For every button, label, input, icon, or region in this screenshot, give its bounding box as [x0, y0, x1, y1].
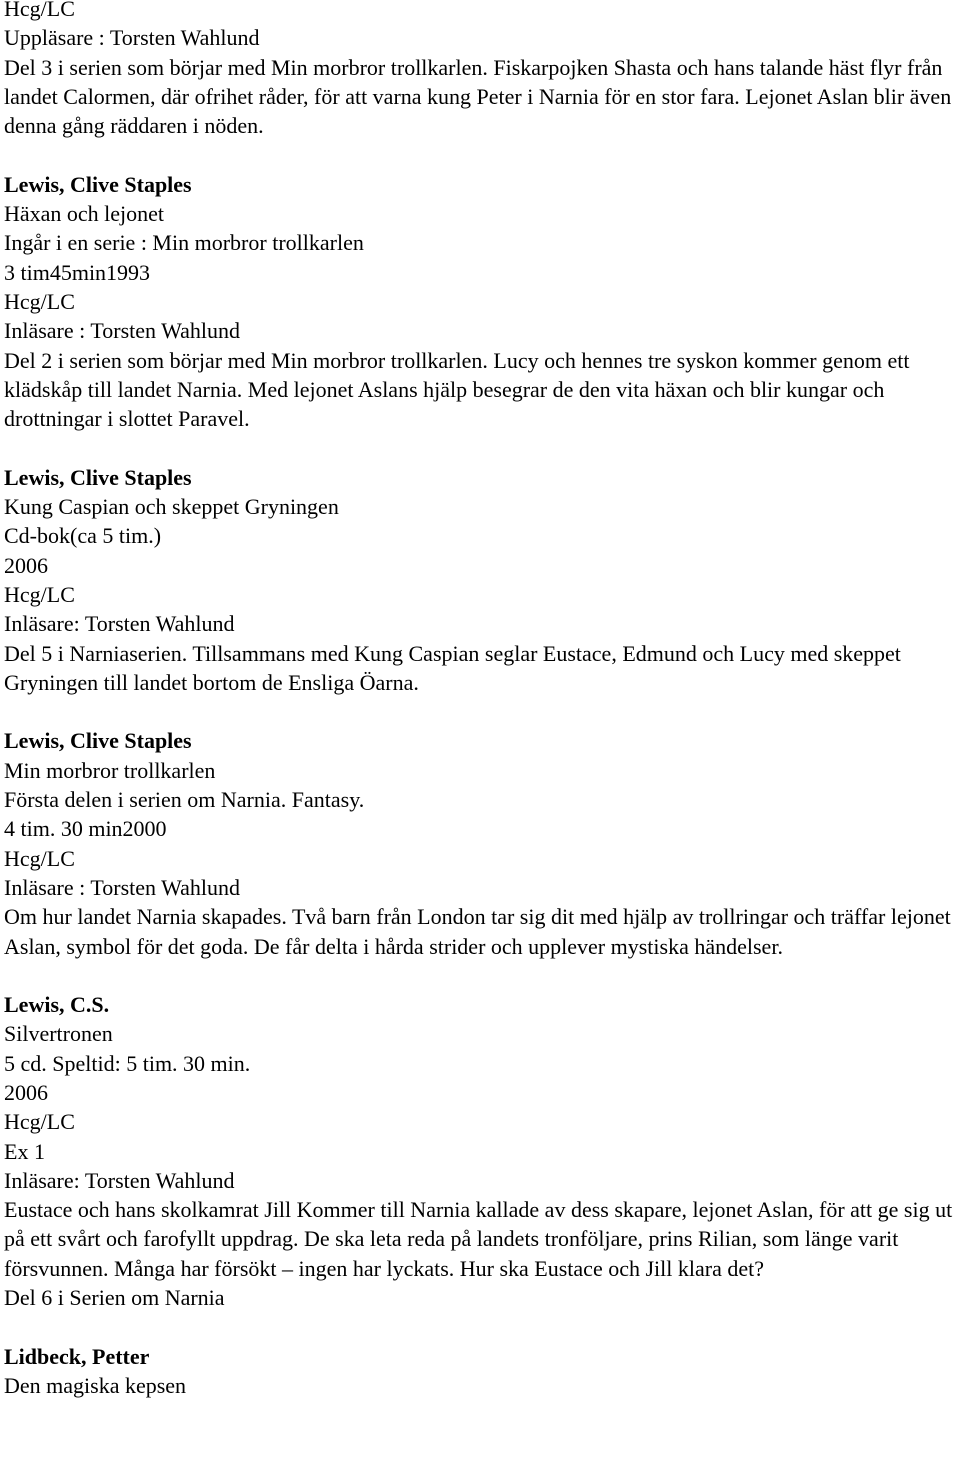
entry-line: Inläsare : Torsten Wahlund	[4, 318, 240, 344]
entry-line: 4 tim. 30 min2000	[4, 816, 167, 842]
entry-title: Min morbror trollkarlen	[4, 757, 216, 783]
entry-line: Inläsare: Torsten Wahlund	[4, 611, 235, 637]
entry-author: Lewis, Clive Staples	[4, 171, 192, 197]
entry-note: Del 6 i Serien om Narnia	[4, 1285, 225, 1311]
entry-line: Inläsare : Torsten Wahlund	[4, 874, 240, 900]
entry-description: Del 5 i Narniaserien. Tillsammans med Kung Caspian seglar Eustace, Edmund och Lucy med skeppet Gryningen till landet bortom de Ensliga Öarna.	[4, 640, 901, 695]
catalog-entry	[4, 990, 956, 1312]
entry-author: Lidbeck, Petter	[4, 1343, 150, 1369]
catalog-entry	[4, 0, 956, 140]
entry-description: Del 2 i serien som börjar med Min morbror trollkarlen. Lucy och hennes tre syskon kommer genom ett klädskåp till landet Narnia. Med lejonet Aslans hjälp besegrar de den vita häxan och blir kungar och drottningar i slottet Paravel.	[4, 347, 910, 432]
entry-title: Silvertronen	[4, 1021, 113, 1047]
entry-line: Ex 1	[4, 1138, 45, 1164]
document-page	[4, 0, 956, 1400]
entry-author: Lewis, Clive Staples	[4, 464, 192, 490]
entry-title: Häxan och lejonet	[4, 201, 165, 227]
catalog-entry	[4, 463, 956, 697]
entry-author: Lewis, Clive Staples	[4, 728, 192, 754]
entry-line: Ingår i en serie : Min morbror trollkarlen	[4, 230, 364, 256]
entry-line: Hcg/LC	[4, 1109, 75, 1135]
entry-title: Kung Caspian och skeppet Gryningen	[4, 494, 339, 520]
entry-line: Hcg/LC	[4, 288, 75, 314]
entry-line: Cd-bok(ca 5 tim.)	[4, 523, 162, 549]
catalog-entry	[4, 726, 956, 960]
entry-separator	[4, 1312, 956, 1341]
catalog-entry	[4, 170, 956, 434]
entry-author: Lewis, C.S.	[4, 992, 110, 1018]
entry-line: Hcg/LC	[4, 0, 75, 21]
entry-separator	[4, 961, 956, 990]
entry-description: Om hur landet Narnia skapades. Två barn från London tar sig dit med hjälp av trollringar och träffar lejonet Aslan, symbol för det goda. De får delta i hårda strider och upplever mystiska händelser.	[4, 904, 951, 959]
entry-line: Inläsare: Torsten Wahlund	[4, 1167, 235, 1193]
entry-title: Den magiska kepsen	[4, 1372, 187, 1398]
entry-separator	[4, 697, 956, 726]
entry-separator	[4, 140, 956, 169]
entry-line: 5 cd. Speltid: 5 tim. 30 min.	[4, 1050, 251, 1076]
entry-line: Första delen i serien om Narnia. Fantasy.	[4, 787, 365, 813]
entry-line: 2006	[4, 552, 48, 578]
catalog-entry	[4, 1342, 956, 1401]
entry-description: Eustace och hans skolkamrat Jill Kommer till Narnia kallade av dess skapare, lejonet Aslan, för att ge sig ut på ett svårt och farofyllt uppdrag. De ska leta reda på landets tronföljare, prins Rilian, som länge varit försvunnen. Många har försökt – ingen har lyckats. Hur ska Eustace och Jill klara det?	[4, 1197, 953, 1281]
entry-line: 3 tim45min1993	[4, 259, 151, 285]
entry-line: Hcg/LC	[4, 845, 75, 871]
entry-separator	[4, 433, 956, 462]
entry-description: Del 3 i serien som börjar med Min morbror trollkarlen. Fiskarpojken Shasta och hans talande häst flyr från landet Calormen, där ofrihet råder, för att varna kung Peter i Narnia för en stor fara. Lejonet Aslan blir även denna gång räddaren i nöden.	[4, 54, 952, 139]
entry-line: Uppläsare : Torsten Wahlund	[4, 25, 260, 51]
entry-line: Hcg/LC	[4, 581, 75, 607]
entry-line: 2006	[4, 1079, 48, 1105]
